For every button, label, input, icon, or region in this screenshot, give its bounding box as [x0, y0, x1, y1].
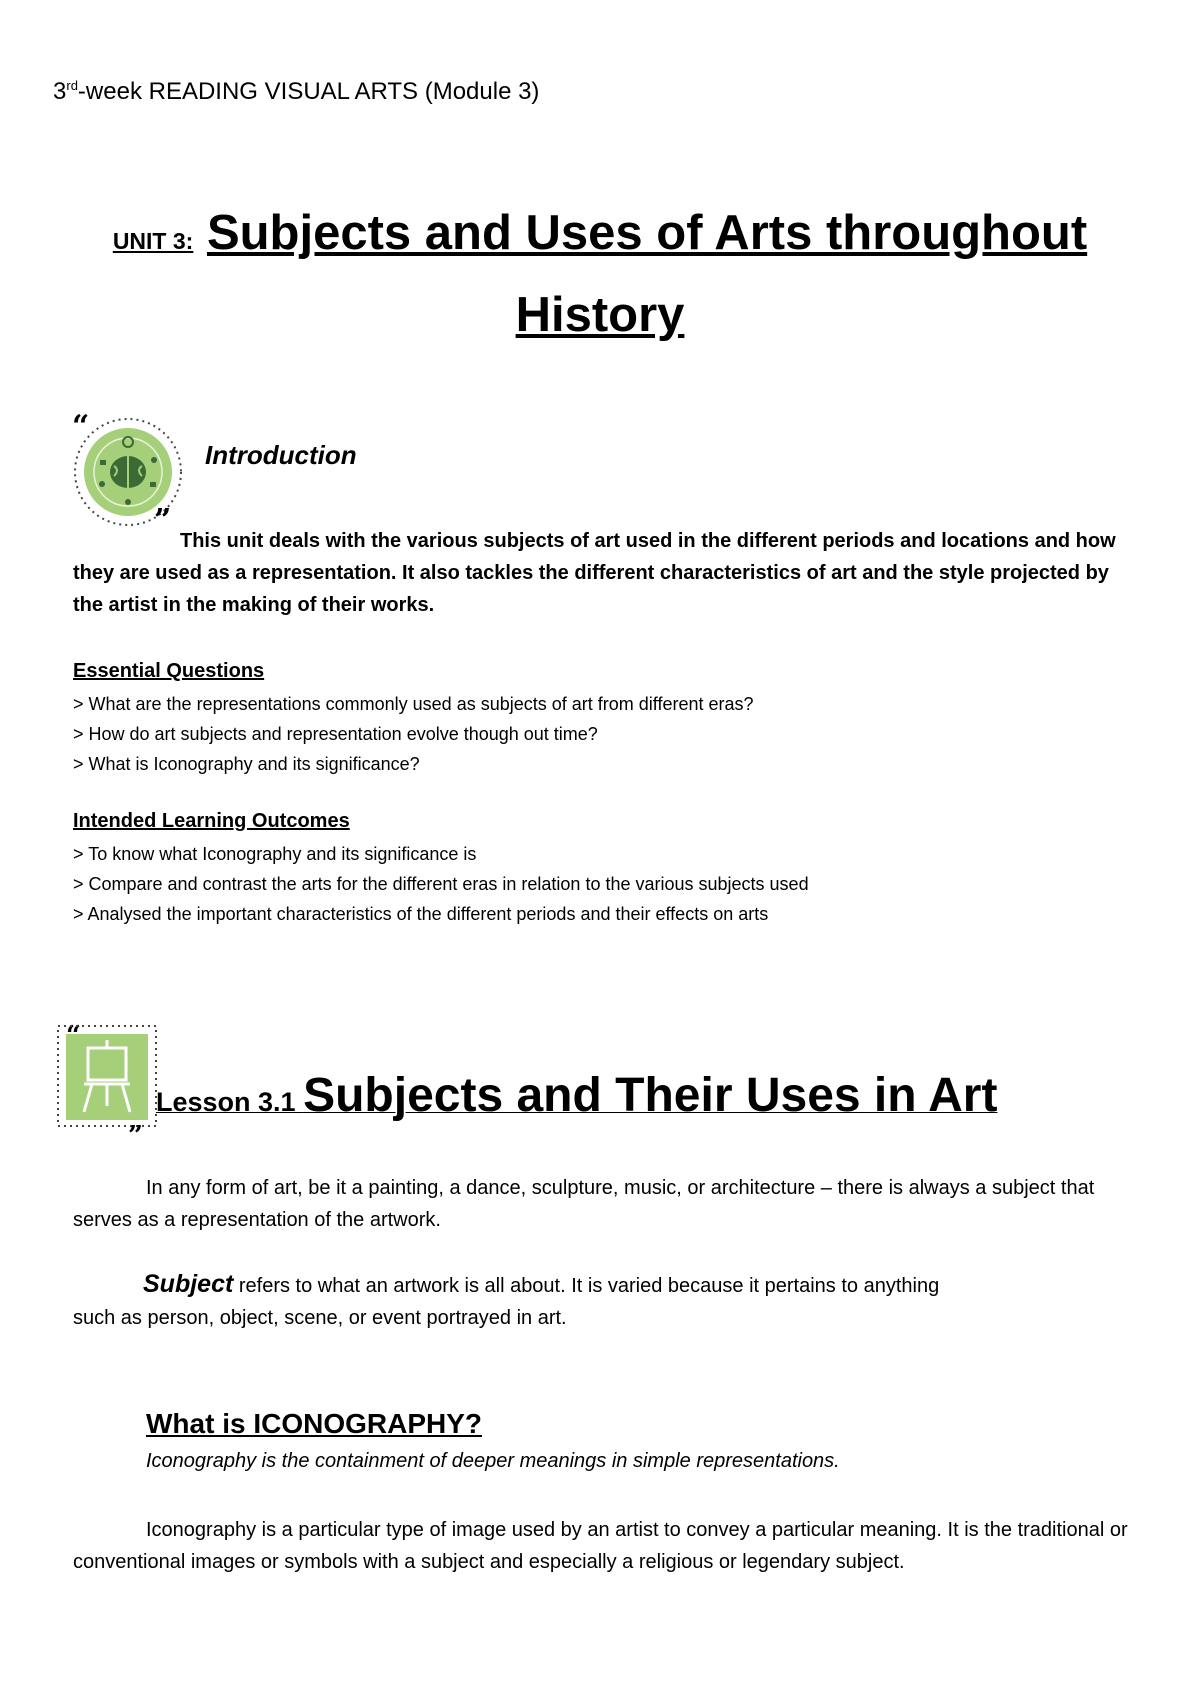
learning-outcomes-heading: Intended Learning Outcomes — [73, 810, 350, 832]
week-header — [53, 78, 539, 106]
module-title: READING VISUAL ARTS (Module 3) — [148, 78, 540, 105]
svg-text:”: ” — [128, 1121, 143, 1136]
lesson-title — [156, 1068, 997, 1123]
list-item: > What are the representations commonly used as subjects of art from different eras? — [73, 694, 754, 714]
essential-questions-list — [73, 689, 1133, 779]
week-rest: -week — [77, 78, 142, 105]
list-item: > Compare and contrast the arts for the different eras in relation to the various subjects used — [73, 874, 809, 894]
list-item: > Analysed the important characteristics of the different periods and their effects on arts — [73, 904, 769, 924]
iconography-body: Iconography is a particular type of image used by an artist to convey a particular meaning. It is the traditional or conventional images or symbols with a subject and especially a religious or legendary subject. — [73, 1519, 1128, 1573]
list-item: > What is Iconography and its significance? — [73, 754, 420, 774]
learning-outcomes-list — [73, 839, 1133, 929]
week-number: 3 — [53, 78, 67, 105]
brain-gear-icon — [70, 410, 182, 534]
lesson-label: Lesson 3.1 — [156, 1087, 304, 1117]
easel-icon — [54, 1016, 160, 1136]
iconography-definition: Iconography is the containment of deeper meanings in simple representations. — [146, 1450, 840, 1472]
svg-text:”: ” — [154, 503, 172, 534]
essential-questions-heading: Essential Questions — [73, 660, 265, 682]
svg-text:“: “ — [72, 410, 90, 444]
subject-paragraph — [73, 1268, 1133, 1334]
subject-line-2: such as person, object, scene, or event portrayed in art. — [73, 1307, 567, 1329]
subject-definition: refers to what an artwork is all about. It is varied because it pertains to anything — [233, 1275, 940, 1297]
unit-label: UNIT 3: — [112, 228, 194, 254]
subject-term: Subject — [143, 1270, 234, 1298]
unit-heading: Subjects and Uses of Arts throughout History — [206, 206, 1088, 342]
lesson-heading: Subjects and Their Uses in Art — [303, 1069, 998, 1122]
list-item: > To know what Iconography and its significance is — [73, 844, 477, 864]
lesson-paragraph: In any form of art, be it a painting, a dance, sculpture, music, or architecture – there is always a subject that serves as a representation of the artwork. — [73, 1177, 1095, 1231]
week-suffix: rd — [66, 78, 78, 93]
unit-title — [60, 196, 1140, 352]
intro-title: Introduction — [205, 440, 357, 470]
iconography-heading: What is ICONOGRAPHY? — [146, 1408, 483, 1439]
intro-body: This unit deals with the various subjects of art used in the different periods and locations and how they are used as a representation. It also tackles the different characteristics of art and the style projected by the artist in the making of their works. — [73, 530, 1116, 616]
list-item: > How do art subjects and representation evolve though out time? — [73, 724, 598, 744]
